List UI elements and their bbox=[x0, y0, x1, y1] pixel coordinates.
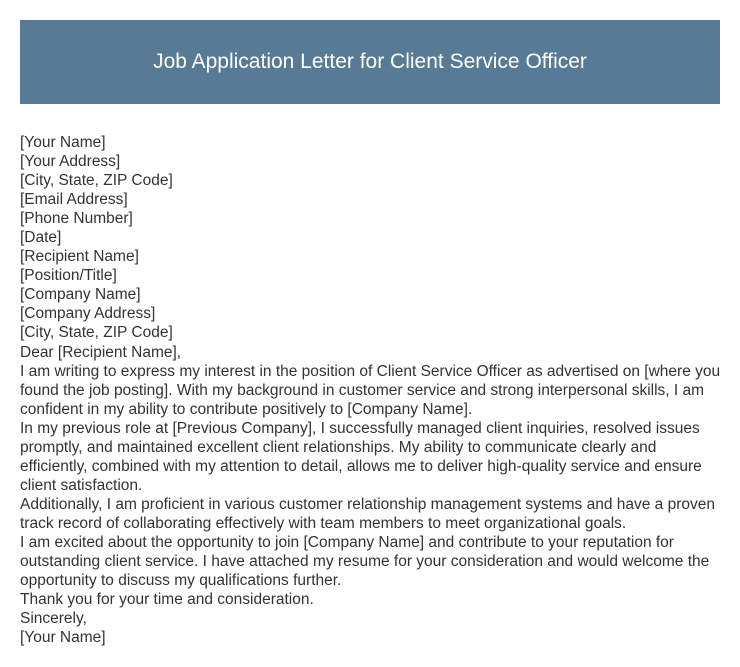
letter-date: [Date] bbox=[20, 229, 62, 247]
closing: Sincerely, bbox=[20, 610, 87, 628]
paragraph-closing-interest: I am excited about the opportunity to join [Company Name] and contribute to your reputation for outstanding client service. I have attached my resume for your consideration and would welcome the opportunity to discuss my qualifications further. bbox=[20, 533, 710, 590]
recipient-company-address: [Company Address] bbox=[20, 305, 156, 323]
letter-body bbox=[20, 133, 725, 647]
recipient-city-state-zip: [City, State, ZIP Code] bbox=[20, 324, 173, 342]
sender-address: [Your Address] bbox=[20, 153, 121, 171]
signature: [Your Name] bbox=[20, 629, 106, 647]
title-banner bbox=[20, 20, 720, 104]
paragraph-skills: Additionally, I am proficient in various customer relationship management systems and have a proven track record of collaborating effectively with team members to meet organizational goals. bbox=[20, 495, 715, 532]
page-title: Job Application Letter for Client Service Officer bbox=[153, 50, 587, 73]
sender-phone: [Phone Number] bbox=[20, 210, 133, 228]
salutation: Dear [Recipient Name], bbox=[20, 343, 182, 361]
recipient-company: [Company Name] bbox=[20, 286, 141, 304]
paragraph-intro: I am writing to express my interest in the position of Client Service Officer as advertised on [where you found the job posting]. With my background in customer service and strong interpersonal skills, I am confident in my ability to contribute positively to [Company Name]. bbox=[20, 362, 721, 418]
paragraph-thanks: Thank you for your time and consideration. bbox=[20, 591, 314, 609]
sender-city-state-zip: [City, State, ZIP Code] bbox=[20, 172, 173, 190]
sender-email: [Email Address] bbox=[20, 191, 128, 209]
sender-name: [Your Name] bbox=[20, 134, 106, 151]
recipient-position: [Position/Title] bbox=[20, 267, 117, 285]
recipient-name: [Recipient Name] bbox=[20, 248, 139, 266]
paragraph-experience: In my previous role at [Previous Company], I successfully managed client inquiries, resolved issues promptly, and maintained excellent client relationships. My ability to communicate clearly and efficiently, combined with my attention to detail, allows me to deliver high-quality service and ensure client satisfaction. bbox=[20, 419, 702, 494]
